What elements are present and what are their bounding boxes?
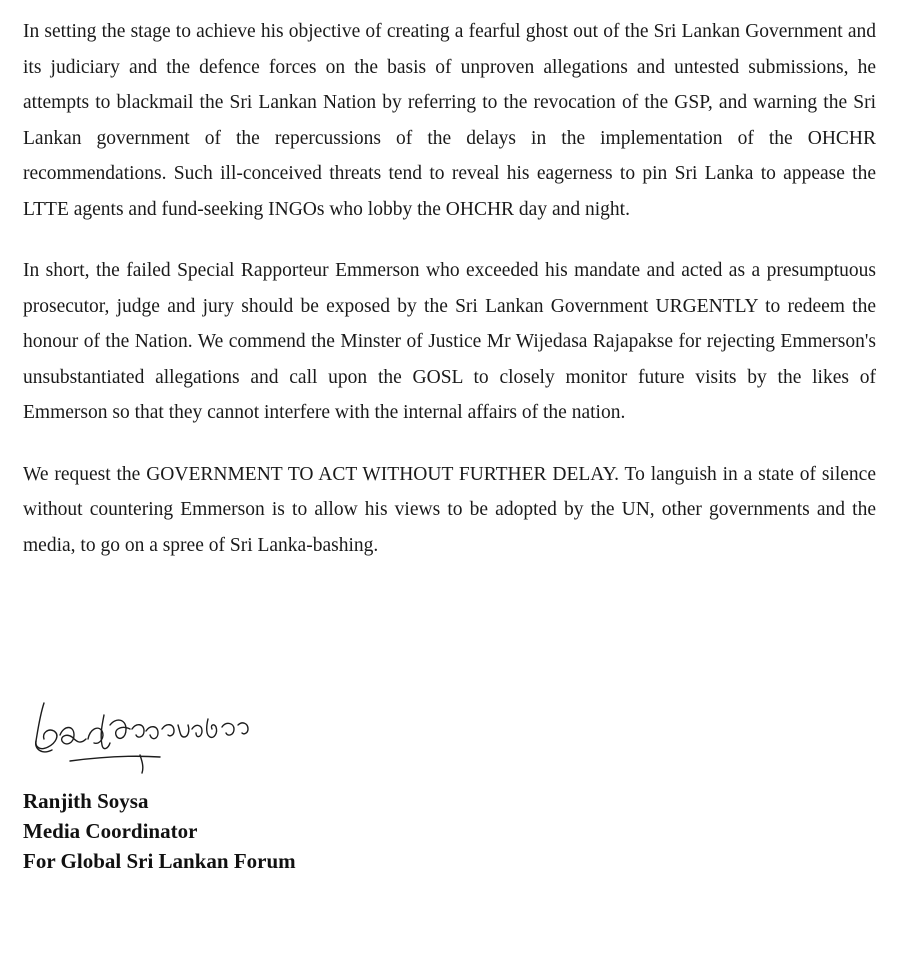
handwritten-signature-icon	[30, 695, 270, 777]
document-body	[23, 14, 876, 589]
signatory-title: Media Coordinator	[23, 819, 198, 843]
paragraph-3: We request the GOVERNMENT TO ACT WITHOUT FURTHER DELAY. To languish in a state of silence without countering Emmerson is to allow his views to be adopted by the UN, other governments and the media, to go on a spree of Sri Lanka-bashing.	[23, 463, 876, 556]
signatory-name: Ranjith Soysa	[23, 789, 149, 813]
signatory-organization: For Global Sri Lankan Forum	[23, 849, 296, 873]
paragraph-1: In setting the stage to achieve his objective of creating a fearful ghost out of the Sri Lankan Government and its judiciary and the defence forces on the basis of unproven allegations and untested submissions, he attempts to blackmail the Sri Lankan Nation by referring to the revocation of the GSP, and warning the Sri Lankan government of the repercussions of the delays in the implementation of the OHCHR recommendations. Such ill-conceived threats tend to reveal his eagerness to pin Sri Lanka to appease the LTTE agents and fund-seeking INGOs who lobby the OHCHR day and night.	[23, 21, 876, 220]
signatory-block	[23, 786, 296, 876]
paragraph-2: In short, the failed Special Rapporteur Emmerson who exceeded his mandate and acted as a presumptuous prosecutor, judge and jury should be exposed by the Sri Lankan Government URGENTLY to redeem the honour of the Nation. We commend the Minster of Justice Mr Wijedasa Rajapakse for rejecting Emmerson's unsubstantiated allegations and call upon the GOSL to closely monitor future visits by the likes of Emmerson so that they cannot interfere with the internal affairs of the nation.	[23, 260, 876, 423]
